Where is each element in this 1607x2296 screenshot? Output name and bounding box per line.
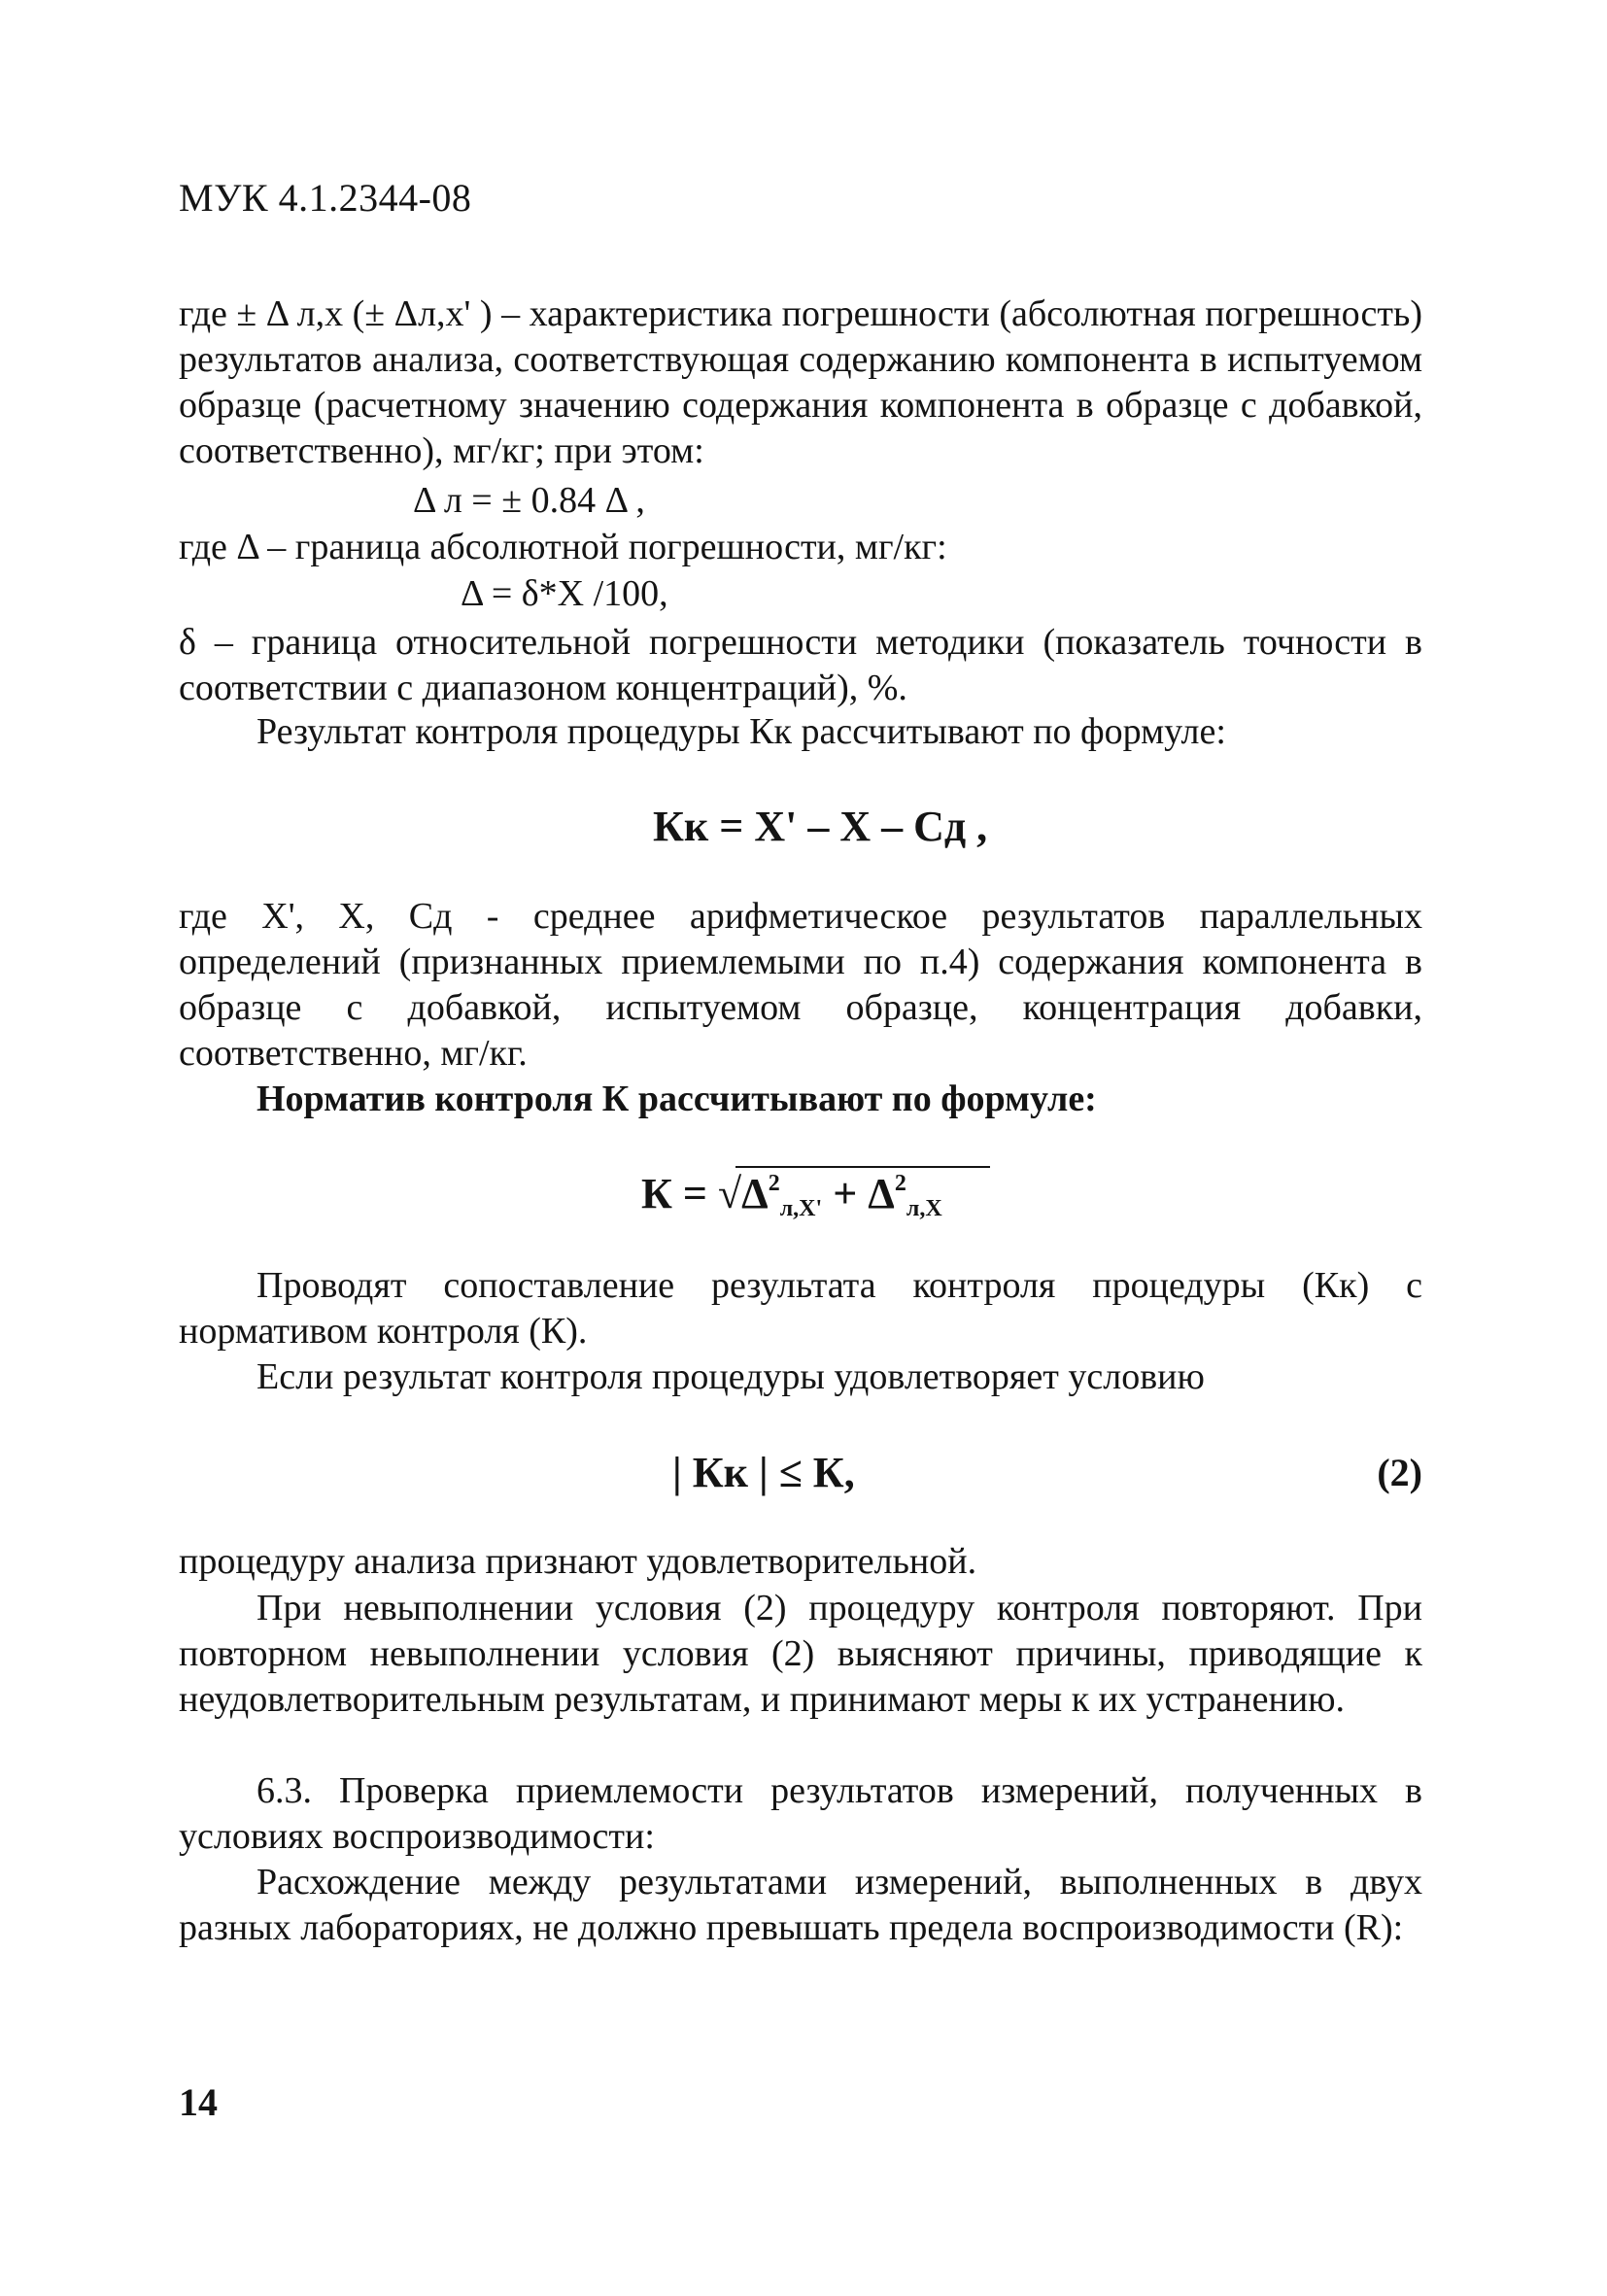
paragraph-if-condition: Если результат контроля процедуры удовлетворяет условию <box>256 1356 1205 1397</box>
sqrt-overline <box>735 1166 990 1168</box>
formula-delta-l: Δ л = ± 0.84 Δ , <box>413 480 645 521</box>
formula-k-term2: Δ <box>868 1170 895 1217</box>
formula-k-term1-sub: л,Х' <box>779 1196 823 1221</box>
paragraph-accept: процедуру анализа признают удовлетворительной. <box>179 1541 977 1582</box>
formula-k-plus: + <box>833 1170 858 1217</box>
formula-kk: Кк = Х' – Х – Сд , <box>653 803 988 850</box>
paragraph-delta-characteristic: где ± Δ л,х (± Δл,х' ) – характеристика погрешности (абсолютная погрешность) результатов анализа, соответствующая содержанию компонента в испытуемом образце (расчетному значению содержания компонента в образце с добавкой, соответственно), мг/кг; при этом: <box>179 293 1422 471</box>
paragraph-kk-intro: Результат контроля процедуры Кк рассчитывают по формуле: <box>256 711 1226 752</box>
paragraph-k-intro: Норматив контроля К рассчитывают по формуле: <box>256 1079 1097 1119</box>
formula-k-term2-sup: 2 <box>894 1171 906 1196</box>
paragraph-repeat: При невыполнении условия (2) процедуру контроля повторяют. При повторном невыполнении условия (2) выясняют причины, приводящие к неудовлетворительным результатам, и принимают меры к их устранению. <box>179 1588 1422 1720</box>
paragraph-section-6-3: 6.3. Проверка приемлемости результатов измерений, полученных в условиях воспроизводимости: <box>179 1770 1422 1857</box>
equation-number: (2) <box>1377 1451 1422 1494</box>
formula-delta: Δ = δ*Х /100, <box>461 573 668 614</box>
formula-k-term1: Δ <box>741 1170 769 1217</box>
formula-k-term2-sub: л,Х <box>906 1196 942 1221</box>
formula-k <box>641 1169 942 1222</box>
paragraph-reproducibility: Расхождение между результатами измерений, выполненных в двух разных лабораториях, не должно превышать предела воспроизводимости (R): <box>179 1862 1422 1948</box>
line-delta-definition: где Δ – граница абсолютной погрешности, мг/кг: <box>179 527 947 567</box>
formula-condition: | Кк | ≤ К, <box>672 1449 855 1496</box>
paragraph-kk-where: где Х', Х, Сд - среднее арифметическое результатов параллельных определений (признанных приемлемыми по п.4) содержания компонента в образце с добавкой, испытуемом образце, концентрация добавки, соответственно, мг/кг. <box>179 896 1422 1074</box>
formula-k-term1-sup: 2 <box>768 1171 780 1196</box>
formula-k-lhs: К = √ <box>641 1170 742 1217</box>
page-number: 14 <box>179 2080 218 2124</box>
paragraph-compare: Проводят сопоставление результата контроля процедуры (Кк) с нормативом контроля (К). <box>179 1265 1422 1352</box>
document-code-header: МУК 4.1.2344-08 <box>179 176 472 220</box>
paragraph-delta-relative: δ – граница относительной погрешности методики (показатель точности в соответствии с диапазоном концентраций), %. <box>179 622 1422 708</box>
